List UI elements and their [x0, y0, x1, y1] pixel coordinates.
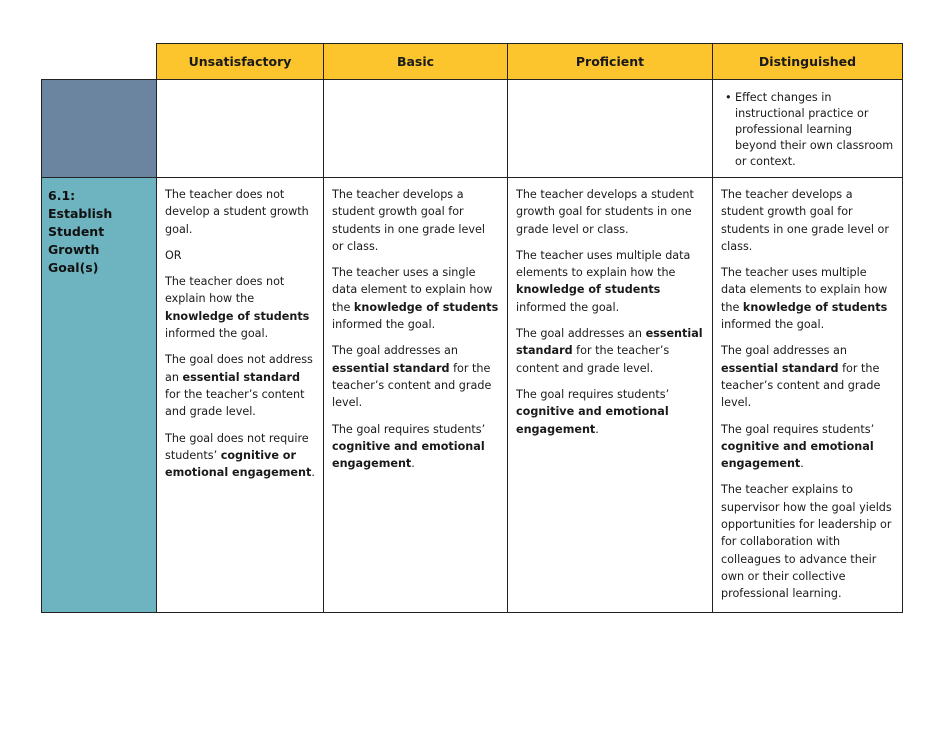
distinguished-bullet-item: • Effect changes in instructional practice or professional learning beyond their own classroom or context. [735, 90, 896, 170]
distinguished-cell [713, 178, 903, 613]
unsatisfactory-cell [157, 178, 324, 613]
basic-cell [324, 178, 508, 613]
header-blank-cell [42, 44, 157, 80]
unsatisfactory-p1: The teacher does not develop a student growth goal. [165, 188, 309, 236]
header-unsatisfactory: Unsatisfactory [157, 44, 324, 80]
proficient-p3: The goal addresses an essential standard for the teacher’s content and grade level. [516, 327, 703, 375]
component-label-cell [42, 178, 157, 613]
basic-p2: The teacher uses a single data element to explain how the knowledge of students informed the goal. [332, 266, 499, 332]
header-row [42, 44, 903, 80]
distinguished-p2: The teacher uses multiple data elements to explain how the knowledge of students informed the goal. [721, 266, 888, 332]
header-distinguished: Distinguished [713, 44, 903, 80]
top-basic-cell [324, 80, 508, 178]
top-unsatisfactory-cell [157, 80, 324, 178]
rubric-table [41, 43, 903, 613]
proficient-p2: The teacher uses multiple data elements to explain how the knowledge of students informed the goal. [516, 248, 691, 314]
component-title-line: Student Growth [48, 224, 105, 257]
row-label-cell-top [42, 80, 157, 178]
component-title [48, 187, 150, 277]
header-basic: Basic [324, 44, 508, 80]
distinguished-p1: The teacher develops a student growth goal for students in one grade level or class. [721, 188, 889, 253]
unsatisfactory-or: OR [165, 248, 182, 262]
basic-p4: The goal requires students’ cognitive and emotional engagement. [332, 422, 486, 471]
proficient-p4: The goal requires students’ cognitive and emotional engagement. [516, 387, 670, 436]
distinguished-bullet-list [721, 90, 896, 170]
proficient-p1: The teacher develops a student growth goal for students in one grade level or class. [516, 188, 694, 236]
proficient-cell [508, 178, 713, 613]
distinguished-p5: The teacher explains to supervisor how the goal yields opportunities for leadership or for collaboration with colleagues to advance their own or their collective professional learning. [721, 483, 892, 601]
top-proficient-cell [508, 80, 713, 178]
distinguished-p4: The goal requires students’ cognitive and emotional engagement. [721, 422, 875, 471]
unsatisfactory-p5: The goal does not require students’ cognitive or emotional engagement. [165, 431, 315, 480]
component-title-line: Establish [48, 206, 113, 221]
component-row [42, 178, 903, 613]
distinguished-p3: The goal addresses an essential standard for the teacher’s content and grade level. [721, 344, 881, 410]
header-proficient: Proficient [508, 44, 713, 80]
top-row [42, 80, 903, 178]
unsatisfactory-p3: The teacher does not explain how the knowledge of students informed the goal. [165, 275, 310, 341]
top-distinguished-cell [713, 80, 903, 178]
basic-p3: The goal addresses an essential standard for the teacher’s content and grade level. [332, 344, 492, 410]
basic-p1: The teacher develops a student growth goal for students in one grade level or class. [332, 188, 485, 253]
unsatisfactory-p4: The goal does not address an essential standard for the teacher’s content and grade level. [165, 353, 313, 419]
component-title-line: Goal(s) [48, 260, 99, 275]
component-title-line: 6.1: [48, 188, 76, 203]
